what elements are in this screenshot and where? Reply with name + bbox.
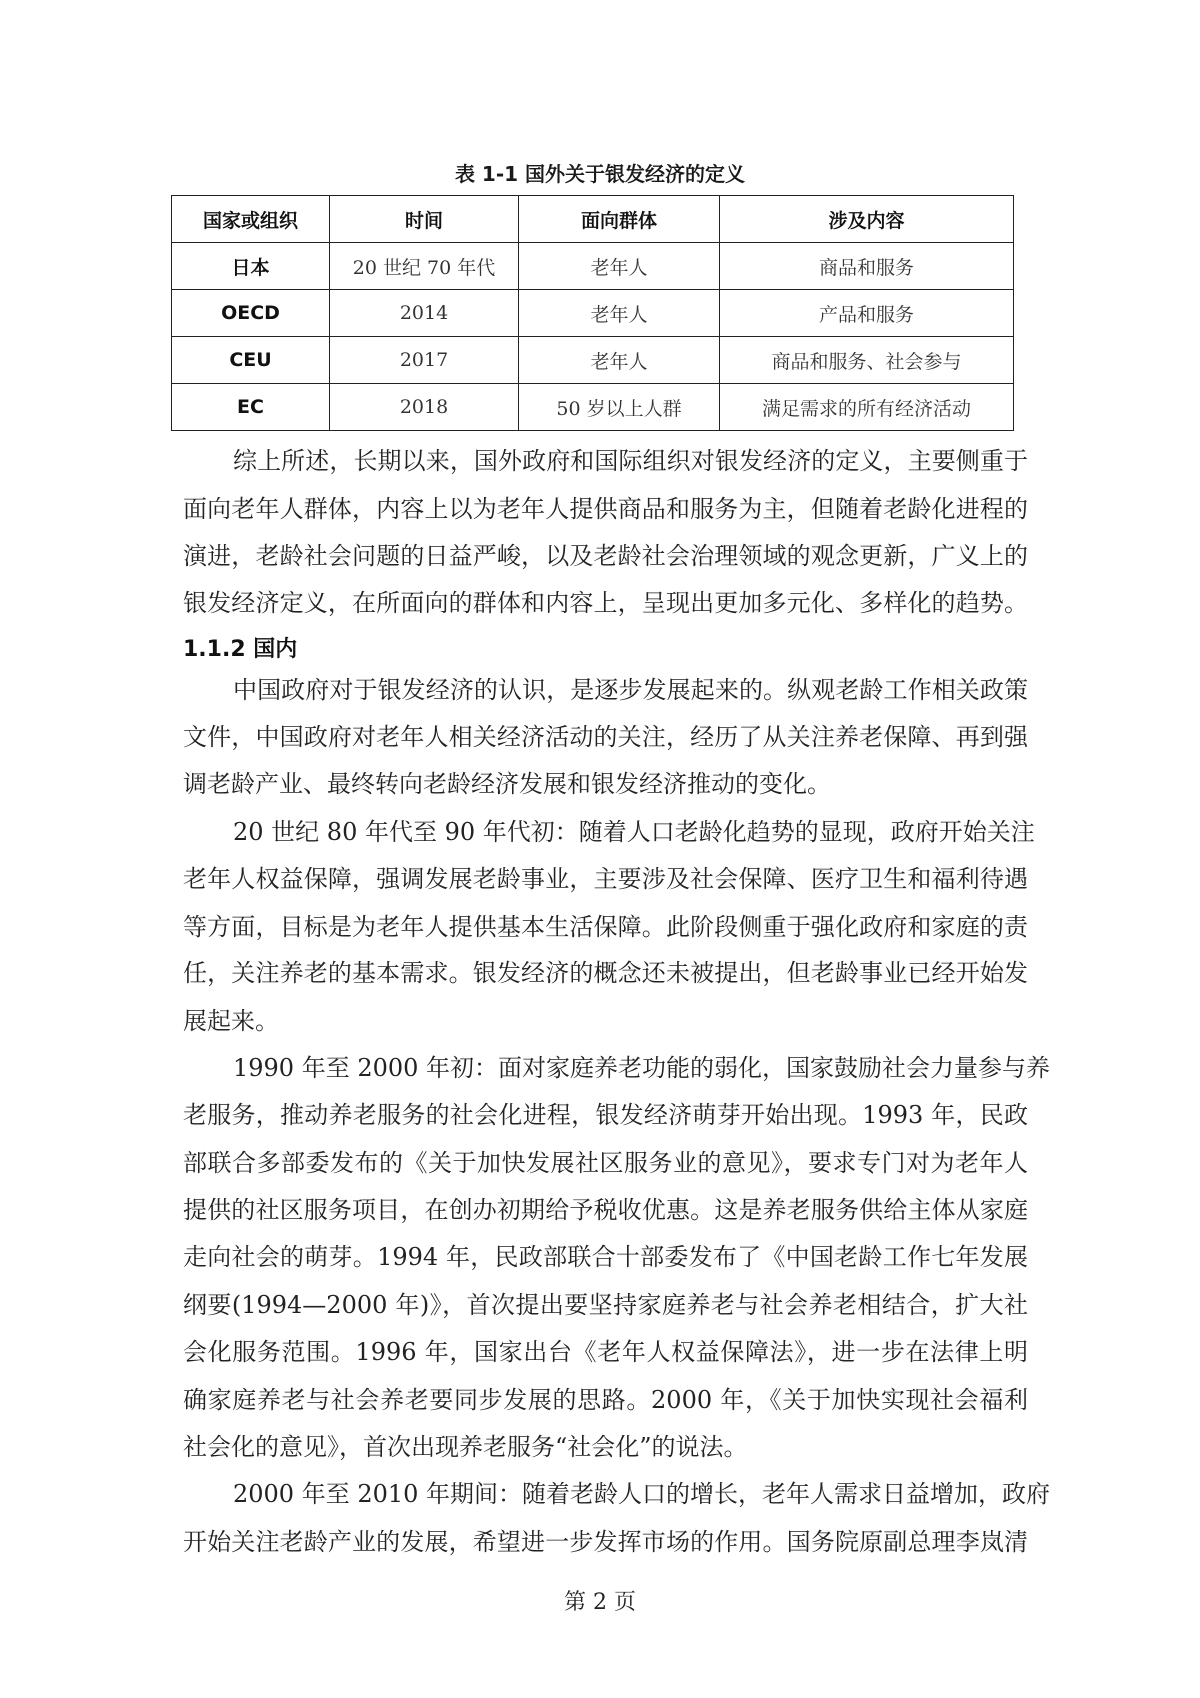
- table-cell: 老年人: [519, 337, 720, 384]
- body-text-line: 1990 年至 2000 年初：面对家庭养老功能的弱化，国家鼓励社会力量参与养: [233, 1054, 1051, 1082]
- table-cell: EC: [172, 384, 330, 431]
- header-cell: 涉及内容: [720, 196, 1014, 243]
- header-cell: 面向群体: [519, 196, 720, 243]
- table-cell: 满足需求的所有经济活动: [720, 384, 1014, 431]
- table-cell: 2018: [330, 384, 519, 431]
- table-cell: 商品和服务、社会参与: [720, 337, 1014, 384]
- body-text-line: 社会化的意见》，首次出现养老服务“社会化”的说法。: [183, 1433, 748, 1461]
- table-caption: 表 1-1 国外关于银发经济的定义: [454, 162, 746, 186]
- body-text-line: 面向老年人群体，内容上以为老年人提供商品和服务为主，但随着老龄化进程的: [183, 495, 1028, 523]
- page-number: 第 2 页: [564, 1590, 636, 1615]
- body-text-line: 调老龄产业、最终转向老龄经济发展和银发经济推动的变化。: [183, 770, 831, 798]
- body-text-line: 提供的社区服务项目，在创办初期给予税收优惠。这是养老服务供给主体从家庭: [183, 1196, 1028, 1224]
- body-text-line: 走向社会的萌芽。1994 年，民政部联合十部委发布了《中国老龄工作七年发展: [183, 1243, 1028, 1271]
- body-text-line: 中国政府对于银发经济的认识，是逐步发展起来的。纵观老龄工作相关政策: [233, 676, 1028, 704]
- table-row: [172, 290, 1014, 337]
- body-text-line: 银发经济定义，在所面向的群体和内容上，呈现出更加多元化、多样化的趋势。: [183, 589, 1028, 617]
- body-text-line: 会化服务范围。1996 年，国家出台《老年人权益保障法》，进一步在法律上明: [183, 1338, 1028, 1366]
- definition-table: [171, 195, 1014, 431]
- body-text-line: 演进，老龄社会问题的日益严峻，以及老龄社会治理领域的观念更新，广义上的: [183, 542, 1028, 570]
- table-cell: 50 岁以上人群: [519, 384, 720, 431]
- table-cell: OECD: [172, 290, 330, 337]
- header-cell: 国家或组织: [172, 196, 330, 243]
- body-text-line: 综上所述，长期以来，国外政府和国际组织对银发经济的定义，主要侧重于: [233, 447, 1028, 475]
- body-text-line: 文件，中国政府对老年人相关经济活动的关注，经历了从关注养老保障、再到强: [183, 723, 1028, 751]
- body-text-line: 等方面，目标是为老年人提供基本生活保障。此阶段侧重于强化政府和家庭的责: [183, 913, 1028, 941]
- table-cell: CEU: [172, 337, 330, 384]
- table-cell: 2014: [330, 290, 519, 337]
- body-text-line: 纲要(1994—2000 年)》，首次提出要坚持家庭养老与社会养老相结合，扩大社: [183, 1291, 1028, 1319]
- table-row: [172, 384, 1014, 431]
- body-text-line: 老年人权益保障，强调发展老龄事业，主要涉及社会保障、医疗卫生和福利待遇: [183, 865, 1028, 893]
- table-cell: 日本: [172, 243, 330, 290]
- body-text-line: 老服务，推动养老服务的社会化进程，银发经济萌芽开始出现。1993 年，民政: [183, 1101, 1028, 1129]
- header-cell: 时间: [330, 196, 519, 243]
- table-cell: 产品和服务: [720, 290, 1014, 337]
- table-cell: 老年人: [519, 290, 720, 337]
- table-header-row: [172, 196, 1014, 243]
- body-text-line: 开始关注老龄产业的发展，希望进一步发挥市场的作用。国务院原副总理李岚清: [183, 1528, 1028, 1556]
- body-text-line: 确家庭养老与社会养老要同步发展的思路。2000 年，《关于加快实现社会福利: [183, 1386, 1028, 1414]
- body-text-line: 任，关注养老的基本需求。银发经济的概念还未被提出，但老龄事业已经开始发: [183, 959, 1028, 987]
- body-text-line: 展起来。: [183, 1007, 279, 1035]
- body-text-line: 20 世纪 80 年代至 90 年代初：随着人口老龄化趋势的显现，政府开始关注: [233, 818, 1035, 846]
- table-cell: 2017: [330, 337, 519, 384]
- table-cell: 20 世纪 70 年代: [330, 243, 519, 290]
- body-text-line: 部联合多部委发布的《关于加快发展社区服务业的意见》，要求专门对为老年人: [183, 1149, 1028, 1177]
- table-row: [172, 337, 1014, 384]
- table-cell: 商品和服务: [720, 243, 1014, 290]
- section-heading: 1.1.2 国内: [183, 637, 298, 662]
- table-cell: 老年人: [519, 243, 720, 290]
- body-text-line: 2000 年至 2010 年期间：随着老龄人口的增长，老年人需求日益增加，政府: [233, 1480, 1051, 1508]
- table-row: [172, 243, 1014, 290]
